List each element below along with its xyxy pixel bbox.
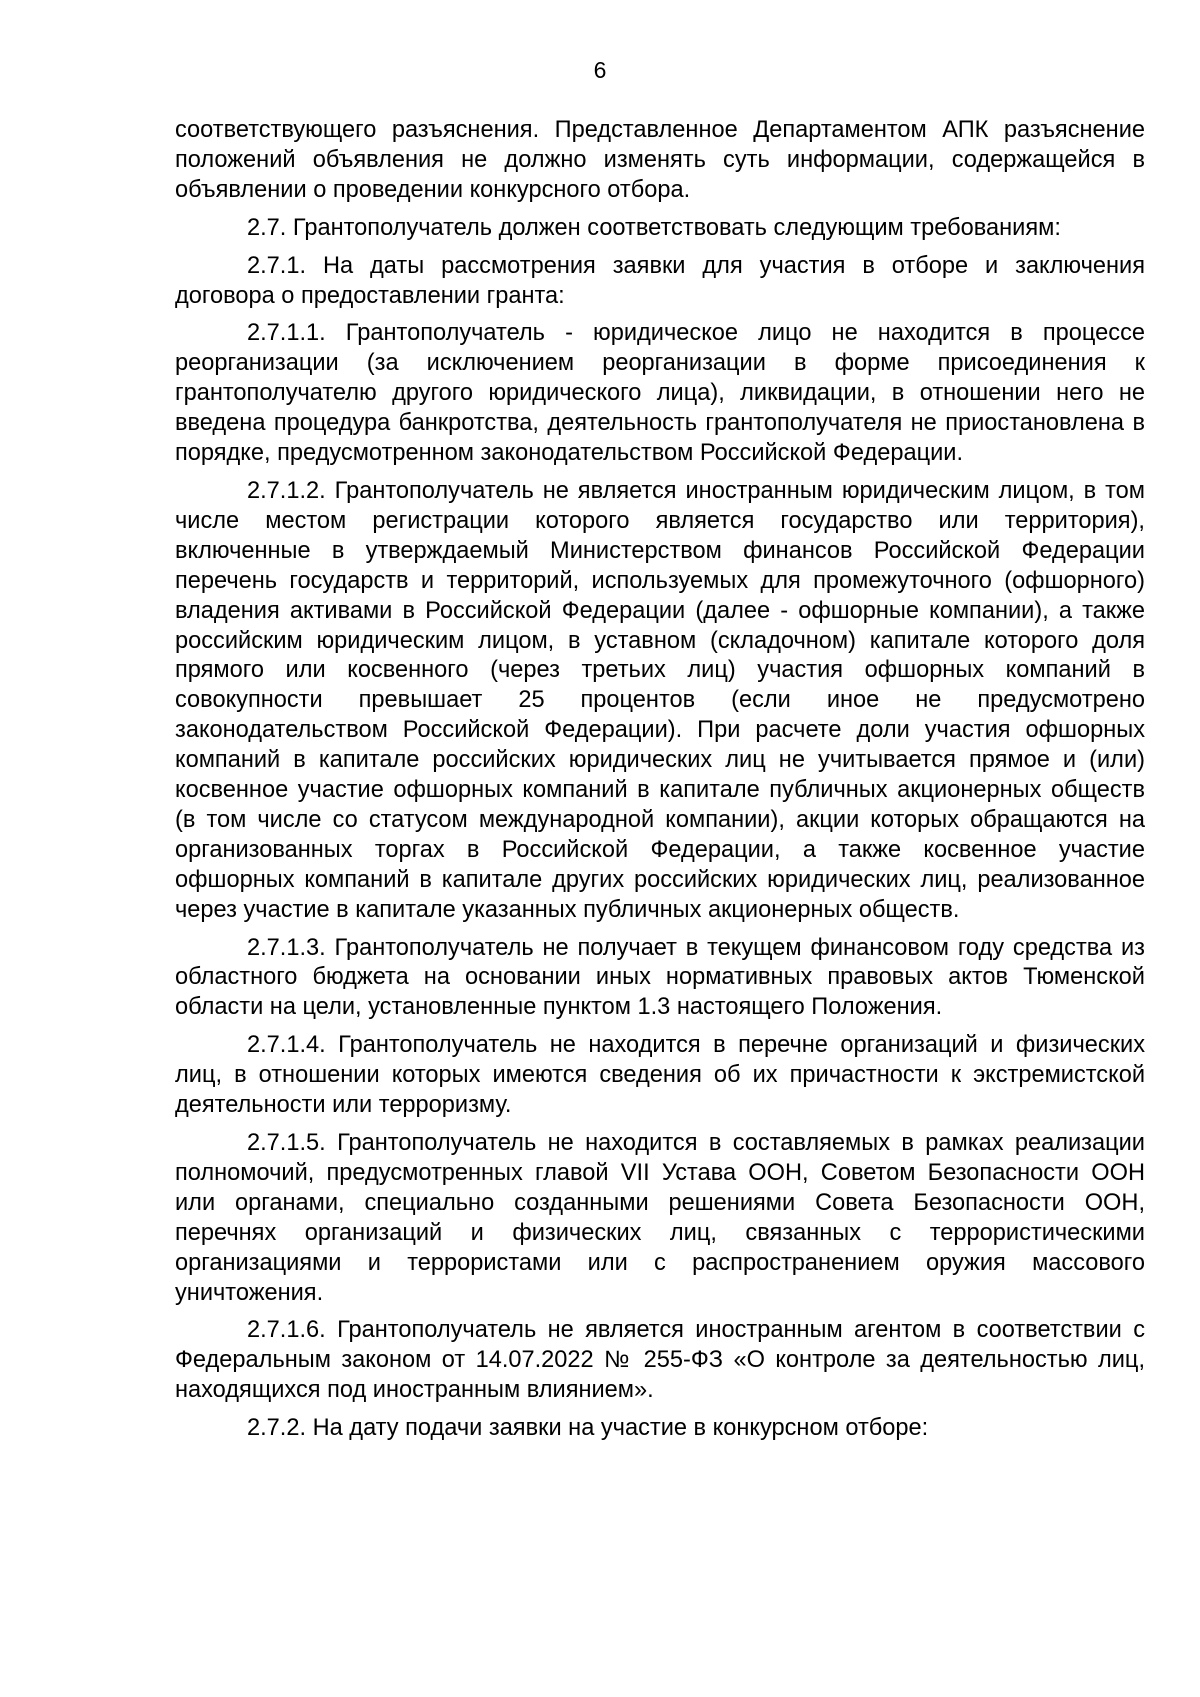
paragraph-2-7-1-1: 2.7.1.1. Грантополучатель - юридическое лицо не находится в процессе реорганизации (за исключением реорганизации в форме присоединения к грантополучателю другого юридического лица), ликвидации, в отношении него не введена процедура банкротства, деятельность грантополучателя не приостановлена в порядке, предусмотренном законодательством Российской Федерации. (175, 320, 1145, 467)
page-number: 6 (593, 57, 607, 83)
paragraph-2-7: 2.7. Грантополучатель должен соответствовать следующим требованиям: (247, 214, 1061, 241)
paragraph-2-7-1-3: 2.7.1.3. Грантополучатель не получает в текущем финансовом году средства из областного бюджета на основании иных нормативных правовых актов Тюменской области на цели, установленные пунктом 1.3 настоящего Положения. (175, 934, 1145, 1021)
paragraph-2-7-1-2: 2.7.1.2. Грантополучатель не является иностранным юридическим лицом, в том числе местом регистрации которого является государство или территория), включенные в утверждаемый Министерством финансов Российской Федерации перечень государств и территорий, используемых для промежуточного (офшорного) владения активами в Российской Федерации (далее - офшорные компании), а также российским юридическим лицом, в уставном (складочном) капитале которого доля прямого или косвенного (через третьих лиц) участия офшорных компаний в совокупности превышает 25 процентов (если иное не предусмотрено законодательством Российской Федерации). При расчете доли участия офшорных компаний в капитале российских юридических лиц не учитывается прямое и (или) косвенное участие офшорных компаний в капитале публичных акционерных обществ (в том числе со статусом международной компании), акции которых обращаются на организованных торгах в Российской Федерации, а также косвенное участие офшорных компаний в капитале других российских юридических лиц, реализованное через участие в капитале указанных публичных акционерных обществ. (175, 477, 1145, 923)
paragraph-2-7-1: 2.7.1. На даты рассмотрения заявки для участия в отборе и заключения договора о предоставлении гранта: (175, 252, 1145, 309)
paragraph-2-7-1-5: 2.7.1.5. Грантополучатель не находится в составляемых в рамках реализации полномочий, предусмотренных главой VII Устава ООН, Советом Безопасности ООН или органами, специально созданными решениями Совета Безопасности ООН, перечнях организаций и физических лиц, связанных с террористическими организациями и террористами или с распространением оружия массового уничтожения. (175, 1130, 1145, 1306)
document-body (175, 116, 1145, 1452)
paragraph-2-7-1-4: 2.7.1.4. Грантополучатель не находится в перечне организаций и физических лиц, в отношении которых имеются сведения об их причастности к экстремистской деятельности или терроризму. (175, 1032, 1145, 1119)
paragraph-2-7-2: 2.7.2. На дату подачи заявки на участие в конкурсном отборе: (247, 1415, 929, 1442)
paragraph-continuation: соответствующего разъяснения. Представленное Департаментом АПК разъяснение положений объявления не должно изменять суть информации, содержащейся в объявлении о проведении конкурсного отбора. (175, 117, 1145, 203)
paragraph-2-7-1-6: 2.7.1.6. Грантополучатель не является иностранным агентом в соответствии с Федеральным законом от 14.07.2022 № 255-ФЗ «О контроле за деятельностью лиц, находящихся под иностранным влиянием». (175, 1317, 1145, 1404)
